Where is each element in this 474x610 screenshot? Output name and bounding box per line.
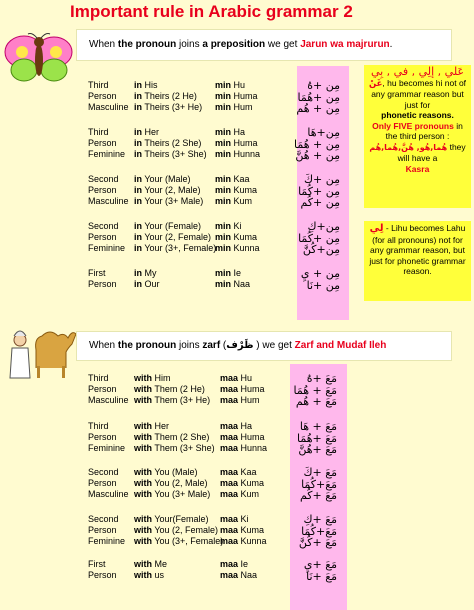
person-label: Person <box>88 279 117 289</box>
banner-text: we get <box>265 39 301 50</box>
arabic-form: مَعَ +هُ <box>306 372 337 385</box>
arabic-form: مِن+كُنَّ <box>302 243 340 256</box>
person-label: Second <box>88 174 119 184</box>
arabic-form: مَعَ+كُمَا <box>301 524 337 538</box>
english-meaning: with Her <box>134 421 170 431</box>
person-label: Third <box>88 373 109 383</box>
english-meaning: in Her <box>134 127 160 137</box>
english-meaning: with us <box>134 570 165 580</box>
lihu-note <box>364 221 471 301</box>
arabic-form: مَعَ + هُم <box>295 395 337 408</box>
note-text: - Lihu becomes Lahu (for all pronouns) not for any grammar reason, but just for phonetic grammar reason. <box>369 223 466 276</box>
english-meaning: with Them (3+ He) <box>134 395 211 405</box>
english-meaning: in Theirs (2 She) <box>134 138 202 148</box>
person-label: Person <box>88 232 117 242</box>
transliteration: min Ki <box>215 221 242 231</box>
english-meaning: in Your (Male) <box>134 174 191 184</box>
arabic-form: مِن+كِ <box>307 220 340 233</box>
person-label: Person <box>88 525 117 535</box>
banner-text: When <box>89 39 118 50</box>
banner-text: zarf <box>202 340 221 351</box>
arabic-form: مِن +نَا <box>306 278 340 292</box>
person-label: Person <box>88 570 117 580</box>
banner-text: ) we get <box>253 340 295 351</box>
person-label: Third <box>88 127 109 137</box>
transliteration: min Hum <box>215 102 253 112</box>
banner-text: the pronoun <box>117 39 177 50</box>
english-meaning: in His <box>134 80 158 90</box>
transliteration: maa Kunna <box>220 536 267 546</box>
person-label: Masculine <box>88 102 129 112</box>
transliteration: maa Ie <box>220 559 249 569</box>
transliteration: min Huma <box>215 91 258 101</box>
transliteration: min Kaa <box>215 174 250 184</box>
arabic-form: مِن + هُمَا <box>294 137 340 151</box>
note-text: in the third person : <box>385 120 463 141</box>
english-meaning: in Your (2, Female) <box>134 232 212 242</box>
english-meaning: with You (3+ Male) <box>134 489 211 499</box>
transliteration: min Hu <box>215 80 246 90</box>
banner-arabic-word: ظَرْف <box>226 340 254 351</box>
transliteration: maa Ki <box>220 514 249 524</box>
english-meaning: with Your(Female) <box>134 514 209 524</box>
person-label: Feminine <box>88 149 126 159</box>
note-text: , hu becomes hi not of any grammar reason but just for <box>371 77 467 110</box>
transliteration: maa Hunna <box>220 443 268 453</box>
person-label: Person <box>88 185 117 195</box>
transliteration: min Hunna <box>215 149 261 159</box>
transliteration: min Kuma <box>215 232 258 242</box>
arabic-form: مَعَ +يِ <box>303 558 337 571</box>
arabic-form: مَعَ +كُم <box>299 489 337 502</box>
arabic-form: مَعَ +هُنَّ <box>298 443 337 456</box>
arabic-form: مَعَ +نَا <box>306 569 337 583</box>
transliteration: min Kunna <box>215 243 260 253</box>
arabic-form: مَعَ +كُنَّ <box>298 536 337 549</box>
english-meaning: with Them (2 She) <box>134 432 210 442</box>
zarf-rule-banner <box>76 331 452 361</box>
arabic-form: مِن +كُمَا <box>298 231 340 245</box>
note-arabic-word: لِي <box>369 223 384 234</box>
english-meaning: in My <box>134 268 157 278</box>
arabic-form: مَعَ +كَ <box>303 466 337 479</box>
transliteration: min Naa <box>215 279 251 289</box>
arabic-form: مَعَ + هَا <box>299 420 337 433</box>
note-text: they will have a <box>397 141 466 163</box>
person-label: Third <box>88 421 109 431</box>
camel-icon <box>6 322 78 380</box>
person-label: First <box>88 268 106 278</box>
person-label: Masculine <box>88 196 129 206</box>
page-title: Important rule in Arabic grammar 2 <box>70 2 353 21</box>
english-meaning: in Theirs (3+ He) <box>134 102 203 112</box>
banner-text: When <box>89 340 118 351</box>
banner-text: joins <box>176 39 203 50</box>
note-text: phonetic reasons. <box>381 110 454 120</box>
butterfly-icon <box>4 32 74 86</box>
arabic-form: مِن +كُم <box>300 196 340 209</box>
english-meaning: in Your (2, Male) <box>134 185 201 195</box>
english-meaning: with You (Male) <box>134 467 198 477</box>
english-meaning: in Your (Female) <box>134 221 202 231</box>
note-arabic-prepositions: عَلي , إلِي , في , بِي <box>370 65 465 78</box>
transliteration: maa Ha <box>220 421 253 431</box>
arabic-form: مِن+هَا <box>307 126 340 139</box>
english-meaning: in Your (3+, Female) <box>134 243 217 253</box>
banner-highlight: Jarun wa majrurun <box>300 39 390 50</box>
kasra-note <box>364 65 471 208</box>
transliteration: min Ie <box>215 268 242 278</box>
banner-highlight: Zarf and Mudaf Ileh <box>294 340 387 351</box>
person-label: Feminine <box>88 443 126 453</box>
preposition-rule-banner <box>76 29 452 61</box>
arabic-form: مِن +هُ <box>307 79 340 92</box>
person-label: Masculine <box>88 395 129 405</box>
transliteration: maa Naa <box>220 570 258 580</box>
transliteration: maa Kuma <box>220 478 265 488</box>
note-arabic-pronouns: هُما,هُو, هُنَّ,هُما,هُم <box>369 142 448 152</box>
person-label: Masculine <box>88 489 129 499</box>
english-meaning: with Them (2 He) <box>134 384 205 394</box>
person-label: Feminine <box>88 243 126 253</box>
transliteration: maa Huma <box>220 432 265 442</box>
arabic-form: مِن +كُمَا <box>298 184 340 198</box>
banner-text: the pronoun <box>117 340 177 351</box>
person-label: Feminine <box>88 536 126 546</box>
banner-text: joins <box>176 340 203 351</box>
person-label: Person <box>88 138 117 148</box>
arabic-form: مَعَ +كِ <box>303 513 337 526</box>
arabic-form: مِن +هُمَا <box>297 90 340 104</box>
arabic-form: مِن + يِ <box>300 267 340 280</box>
person-label: Second <box>88 514 119 524</box>
person-label: Third <box>88 80 109 90</box>
transliteration: maa Hu <box>220 373 253 383</box>
arabic-form: مِن +كَ <box>303 173 340 186</box>
english-meaning: in Our <box>134 279 160 289</box>
transliteration: min Huma <box>215 138 258 148</box>
transliteration: min Ha <box>215 127 246 137</box>
arabic-form: مَعَ + هُمَا <box>293 383 337 397</box>
transliteration: maa Huma <box>220 384 265 394</box>
person-label: Person <box>88 432 117 442</box>
transliteration: maa Kum <box>220 489 260 499</box>
banner-text: ( <box>220 340 227 351</box>
english-meaning: with You (3+, Female) <box>134 536 224 546</box>
english-meaning: with Him <box>134 373 171 383</box>
note-highlight: Only FIVE pronouns <box>372 120 454 131</box>
english-meaning: with You (2, Female) <box>134 525 219 535</box>
banner-text: a preposition <box>202 39 266 50</box>
transliteration: maa Hum <box>220 395 260 405</box>
english-meaning: with You (2, Male) <box>134 478 208 488</box>
english-meaning: with Me <box>134 559 168 569</box>
person-label: Person <box>88 384 117 394</box>
person-label: Second <box>88 221 119 231</box>
banner-text: . <box>389 39 393 50</box>
transliteration: maa Kaa <box>220 467 257 477</box>
arabic-form: مَعَ+كُمَا <box>301 477 337 491</box>
english-meaning: in Theirs (3+ She) <box>134 149 207 159</box>
english-meaning: with Them (3+ She) <box>134 443 215 453</box>
english-meaning: in Theirs (2 He) <box>134 91 197 101</box>
person-label: Second <box>88 467 119 477</box>
note-highlight: Kasra <box>405 163 430 174</box>
arabic-form: مَعَ +هُمَا <box>297 431 337 445</box>
person-label: Person <box>88 478 117 488</box>
arabic-form: مِن + هُم <box>296 102 340 115</box>
transliteration: maa Kuma <box>220 525 265 535</box>
transliteration: min Kum <box>215 196 253 206</box>
english-meaning: in Your (3+ Male) <box>134 196 204 206</box>
note-arabic-word: غَنْ <box>368 78 383 89</box>
arabic-form: مِن + هُنَّ <box>295 149 340 162</box>
person-label: First <box>88 559 106 569</box>
person-label: Person <box>88 91 117 101</box>
transliteration: min Kuma <box>215 185 258 195</box>
